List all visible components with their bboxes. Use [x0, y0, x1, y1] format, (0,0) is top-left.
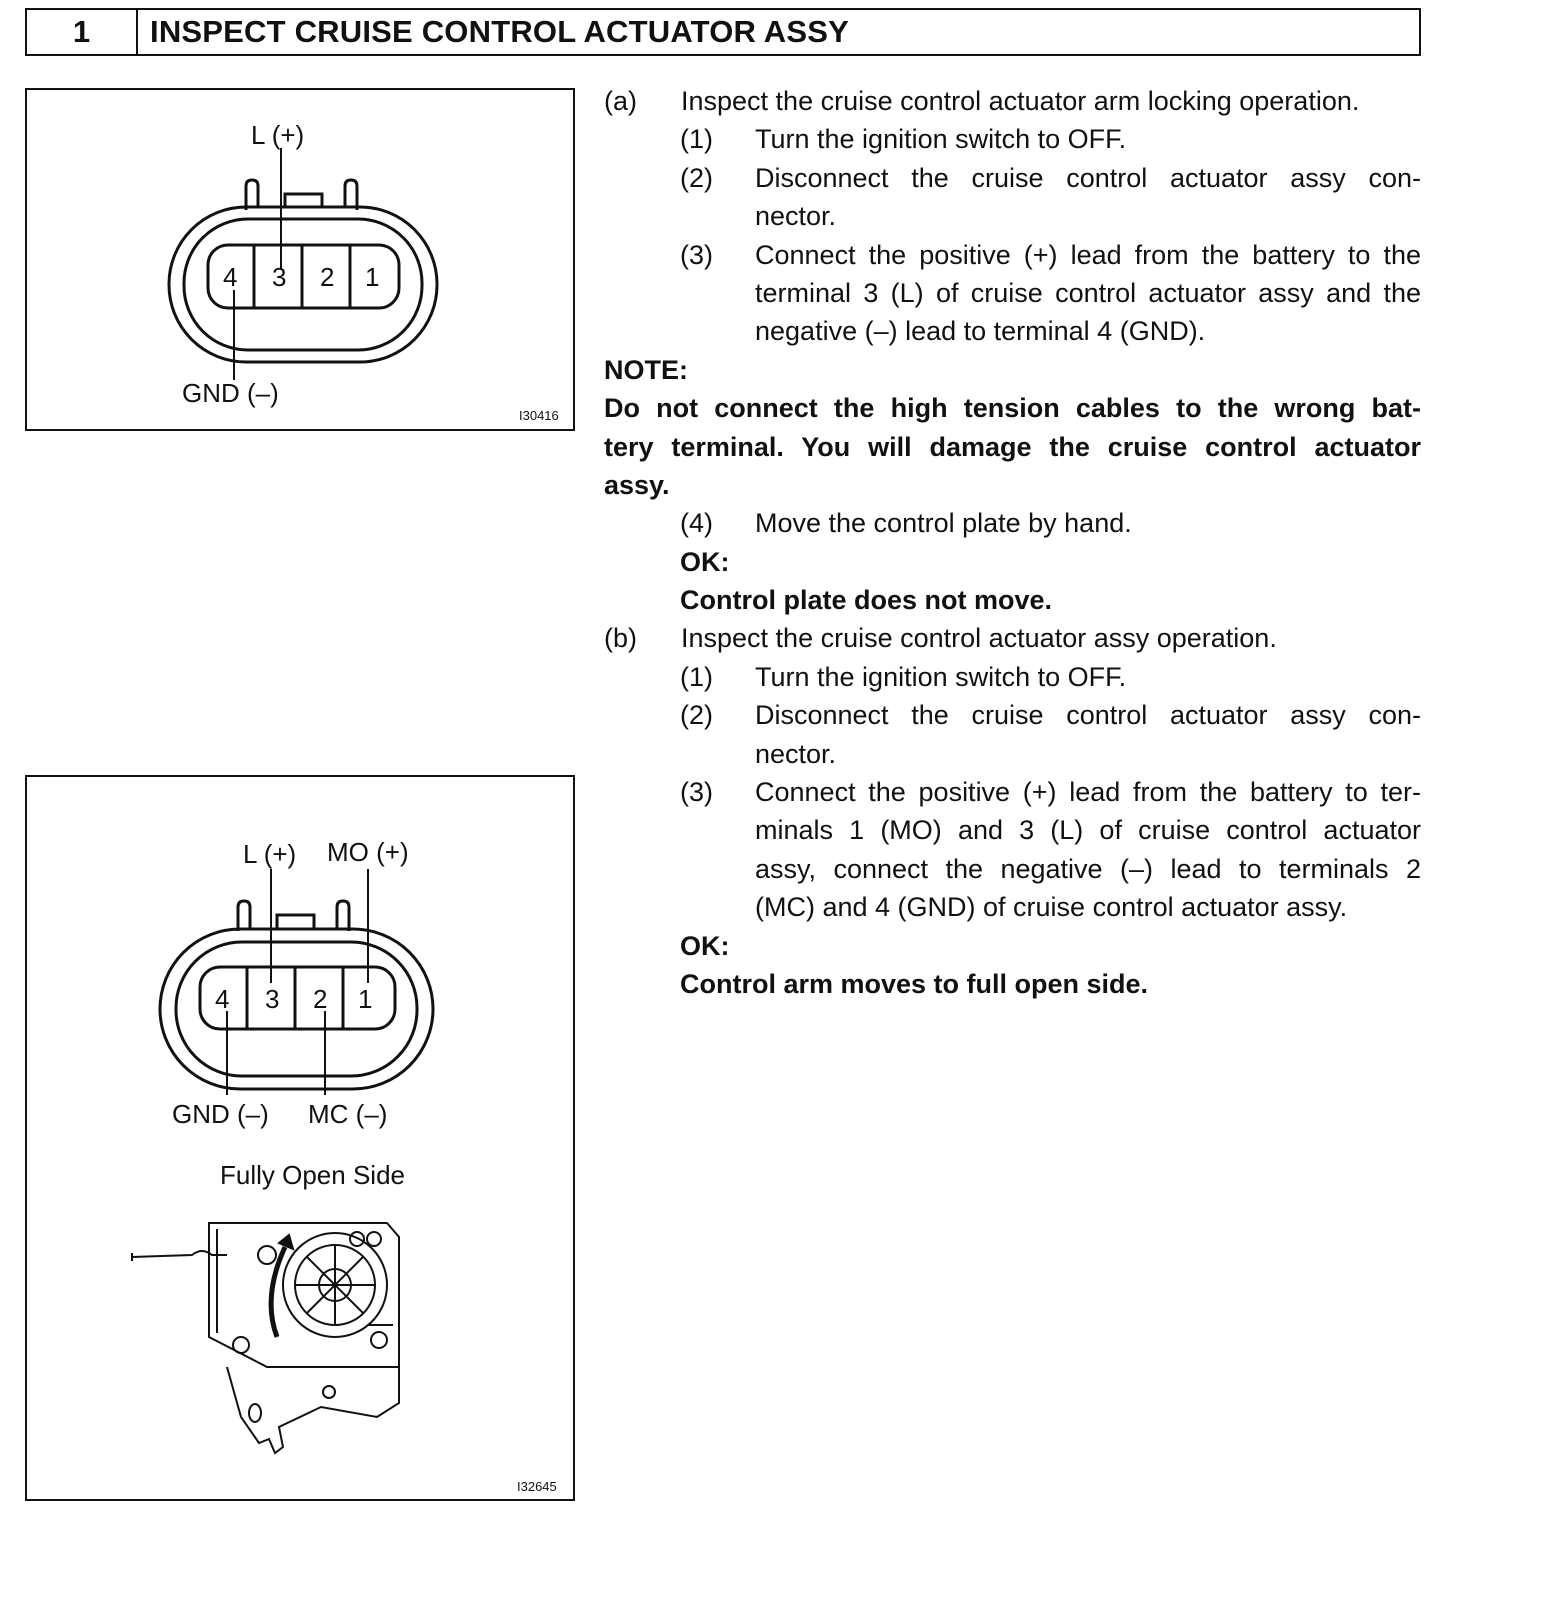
procedure-text: [604, 82, 1421, 1003]
step-text: Disconnect the cruise control actuator assy con-: [755, 162, 1421, 193]
step-text: nector.: [755, 738, 837, 769]
step-a3-cont: [604, 312, 1421, 350]
step-a4: [604, 504, 1421, 542]
step-a2: [604, 159, 1421, 197]
terminal-mo-label: MO (+): [327, 837, 409, 867]
step-text: minals 1 (MO) and 3 (L) of cruise control actuator: [755, 815, 1421, 846]
ok-result-text: Control arm moves to full open side.: [680, 968, 1149, 999]
connector-actuator-diagram: [27, 777, 577, 1503]
section-b-label: (b): [604, 623, 637, 654]
step-b3: [604, 773, 1421, 811]
figure-connector-2: [25, 775, 575, 1501]
step-title: INSPECT CRUISE CONTROL ACTUATOR ASSY: [150, 14, 850, 49]
step-number: (2): [680, 162, 713, 193]
section-a-label: (a): [604, 86, 637, 116]
section-b-text: Inspect the cruise control actuator assy operation.: [681, 623, 1277, 654]
ok-result-text: Control plate does not move.: [680, 585, 1053, 616]
step-number: 1: [27, 10, 138, 54]
step-number: (3): [680, 777, 713, 808]
step-text: Connect the positive (+) lead from the battery to the: [755, 239, 1421, 270]
pin-label-2: 2: [313, 984, 328, 1014]
step-text: Turn the ignition switch to OFF.: [755, 661, 1127, 692]
pin-label-1: 1: [358, 984, 373, 1014]
pin-label-4: 4: [223, 262, 238, 292]
figure-code: I30416: [519, 408, 559, 423]
terminal-gnd-label: GND (–): [172, 1099, 269, 1129]
step-b3-cont: [604, 850, 1421, 888]
figure-code: I32645: [517, 1479, 557, 1494]
ok-result: [604, 965, 1421, 1003]
step-text: Turn the ignition switch to OFF.: [755, 124, 1127, 155]
figure-connector-1: [25, 88, 575, 431]
note-line: assy.: [604, 469, 670, 500]
ok-label: [604, 927, 1421, 965]
terminal-gnd-label: GND (–): [182, 378, 279, 408]
step-number: (4): [680, 508, 713, 539]
step-b2: [604, 696, 1421, 734]
note-line: Do not connect the high tension cables to the wrong bat-: [604, 393, 1421, 424]
terminal-l-label: L (+): [251, 120, 305, 150]
step-a2-cont: [604, 197, 1421, 235]
ok-result: [604, 581, 1421, 619]
step-a3-cont: [604, 274, 1421, 312]
step-text: assy, connect the negative (–) lead to terminals 2: [755, 853, 1421, 884]
step-text: negative (–) lead to terminal 4 (GND).: [755, 316, 1206, 347]
step-b3-cont: [604, 888, 1421, 926]
step-b3-cont: [604, 811, 1421, 849]
ok-label-text: OK:: [680, 546, 730, 577]
step-text: Connect the positive (+) lead from the battery to ter-: [755, 777, 1421, 808]
section-a-heading: [604, 82, 1421, 120]
terminal-l-label: L (+): [243, 839, 297, 869]
pin-label-4: 4: [215, 984, 230, 1014]
note-label: NOTE:: [604, 354, 688, 385]
step-a3: [604, 236, 1421, 274]
step-number: (1): [680, 124, 713, 155]
pin-label-3: 3: [265, 984, 280, 1014]
step-text: nector.: [755, 201, 837, 232]
step-header: [25, 8, 1421, 56]
pin-label-2: 2: [320, 262, 335, 292]
step-b2-cont: [604, 735, 1421, 773]
step-b1: [604, 658, 1421, 696]
step-text: terminal 3 (L) of cruise control actuator assy and the: [755, 277, 1421, 308]
ok-label-text: OK:: [680, 930, 730, 961]
pin-label-3: 3: [272, 262, 287, 292]
note-line: tery terminal. You will damage the cruise control actuator: [604, 431, 1421, 462]
terminal-mc-label: MC (–): [308, 1099, 388, 1129]
step-text: (MC) and 4 (GND) of cruise control actuator assy.: [755, 892, 1348, 923]
step-number: (2): [680, 700, 713, 731]
step-text: Move the control plate by hand.: [755, 508, 1132, 539]
ok-label: [604, 543, 1421, 581]
note-body: [604, 389, 1421, 504]
figure-caption: Fully Open Side: [220, 1160, 405, 1190]
section-a-text: Inspect the cruise control actuator arm locking operation.: [681, 86, 1360, 116]
step-number: (3): [680, 239, 713, 270]
step-text: Disconnect the cruise control actuator assy con-: [755, 700, 1421, 731]
pin-label-1: 1: [365, 262, 380, 292]
section-b-heading: [604, 619, 1421, 657]
step-number: (1): [680, 661, 713, 692]
step-a1: [604, 120, 1421, 158]
